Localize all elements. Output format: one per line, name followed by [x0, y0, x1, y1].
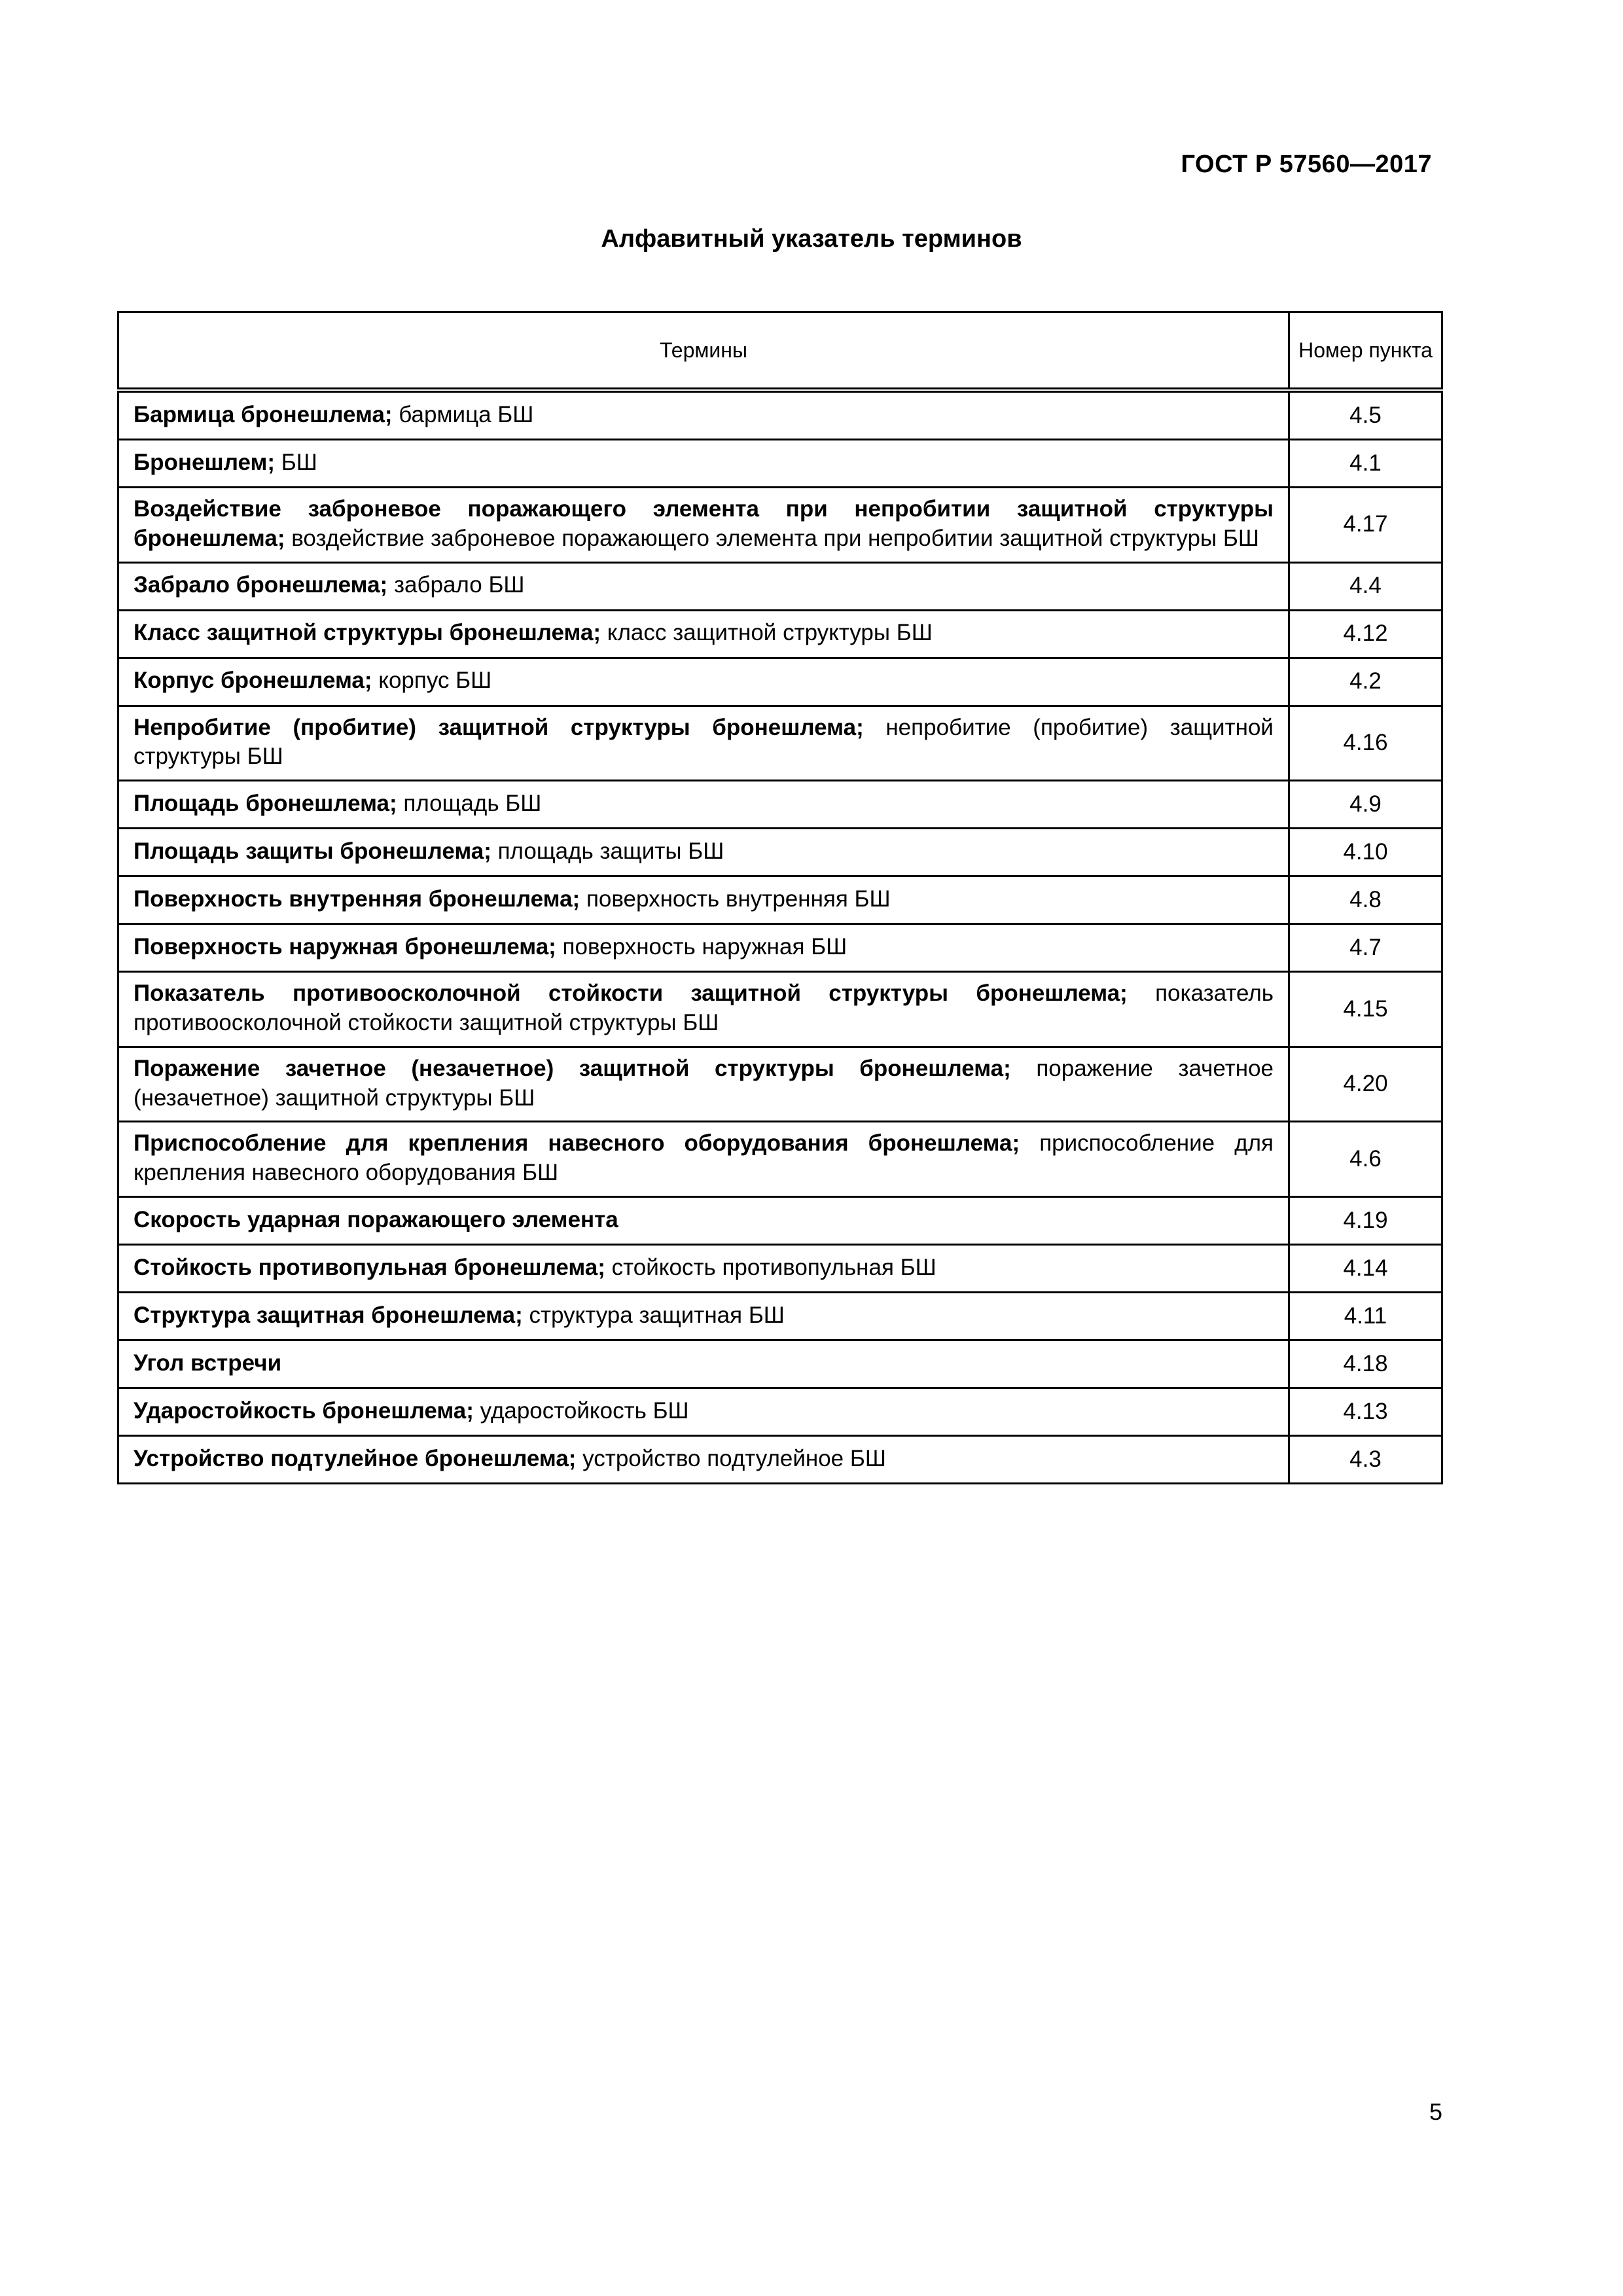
column-header-number: Номер пункта — [1289, 312, 1442, 391]
term-short-form: площадь защиты БШ — [491, 838, 724, 864]
term-name: Забрало бронешлема; — [134, 572, 388, 598]
term-short-form: корпус БШ — [372, 668, 492, 694]
term-cell — [118, 1292, 1289, 1340]
term-short-form: БШ — [275, 449, 317, 475]
term-short-form: непробитие (пробитие) защитной структуры БШ — [134, 714, 1274, 770]
clause-number-cell: 4.5 — [1289, 390, 1442, 440]
table-row — [118, 1388, 1442, 1435]
table-row — [118, 706, 1442, 781]
term-short-form: поверхность наружная БШ — [556, 933, 847, 960]
clause-number-cell: 4.18 — [1289, 1340, 1442, 1388]
table-row — [118, 488, 1442, 563]
clause-number-cell: 4.17 — [1289, 488, 1442, 563]
clause-number-cell: 4.14 — [1289, 1244, 1442, 1292]
term-name: Класс защитной структуры бронешлема; — [134, 620, 601, 646]
term-name: Показатель противоосколочной стойкости защитной структуры бронешлема; — [134, 980, 1128, 1007]
clause-number-cell: 4.7 — [1289, 924, 1442, 972]
term-cell — [118, 1196, 1289, 1244]
term-short-form: бармица БШ — [392, 401, 534, 427]
term-cell — [118, 440, 1289, 488]
table-row — [118, 1244, 1442, 1292]
term-short-form: устройство подтулейное БШ — [576, 1445, 886, 1471]
clause-number-cell: 4.2 — [1289, 658, 1442, 706]
table-body — [118, 390, 1442, 1483]
term-name: Поверхность наружная бронешлема; — [134, 933, 556, 960]
term-cell — [118, 924, 1289, 972]
table-row — [118, 1340, 1442, 1388]
term-short-form: забрало БШ — [387, 572, 525, 598]
column-header-terms: Термины — [118, 312, 1289, 391]
table-row — [118, 829, 1442, 876]
term-cell — [118, 876, 1289, 924]
term-cell — [118, 706, 1289, 781]
term-name: Корпус бронешлема; — [134, 668, 372, 694]
page-title: Алфавитный указатель терминов — [601, 225, 1022, 253]
table-row — [118, 1047, 1442, 1122]
term-name: Стойкость противопульная бронешлема; — [134, 1254, 605, 1280]
table-row — [118, 440, 1442, 488]
page-number: 5 — [1429, 2098, 1442, 2125]
term-name: Ударостойкость бронешлема; — [134, 1397, 474, 1424]
term-cell — [118, 610, 1289, 658]
clause-number-cell: 4.20 — [1289, 1047, 1442, 1122]
term-name: Приспособление для крепления навесного оборудования бронешлема; — [134, 1130, 1020, 1157]
term-name: Непробитие (пробитие) защитной структуры бронешлема; — [134, 714, 864, 740]
term-cell — [118, 1388, 1289, 1435]
term-cell — [118, 562, 1289, 610]
table-row — [118, 658, 1442, 706]
term-cell — [118, 390, 1289, 440]
term-cell — [118, 829, 1289, 876]
clause-number-cell: 4.13 — [1289, 1388, 1442, 1435]
table-row — [118, 781, 1442, 829]
term-short-form: показатель противоосколочной стойкости защитной структуры БШ — [134, 980, 1274, 1035]
table-row — [118, 924, 1442, 972]
term-cell — [118, 1340, 1289, 1388]
clause-number-cell: 4.19 — [1289, 1196, 1442, 1244]
term-cell — [118, 1435, 1289, 1483]
table-row — [118, 1292, 1442, 1340]
term-cell — [118, 1244, 1289, 1292]
term-name: Бармица бронешлема; — [134, 401, 393, 427]
term-short-form: поверхность внутренняя БШ — [580, 886, 891, 912]
term-short-form: класс защитной структуры БШ — [601, 620, 933, 646]
term-name: Скорость ударная поражающего элемента — [134, 1206, 618, 1232]
clause-number-cell: 4.6 — [1289, 1122, 1442, 1197]
term-short-form: структура защитная БШ — [522, 1302, 785, 1328]
term-cell — [118, 1122, 1289, 1197]
term-short-form: поражение зачетное (незачетное) защитной структуры БШ — [134, 1055, 1274, 1111]
term-cell — [118, 972, 1289, 1047]
term-cell — [118, 658, 1289, 706]
term-cell — [118, 1047, 1289, 1122]
clause-number-cell: 4.1 — [1289, 440, 1442, 488]
table-row — [118, 562, 1442, 610]
clause-number-cell: 4.11 — [1289, 1292, 1442, 1340]
term-name: Воздействие заброневое поражающего элемента при непробитии защитной структуры бронешлема; — [134, 496, 1274, 551]
clause-number-cell: 4.16 — [1289, 706, 1442, 781]
term-name: Поверхность внутренняя бронешлема; — [134, 886, 580, 912]
term-short-form: ударостойкость БШ — [473, 1397, 689, 1424]
term-name: Площадь защиты бронешлема; — [134, 838, 491, 864]
clause-number-cell: 4.8 — [1289, 876, 1442, 924]
clause-number-cell: 4.12 — [1289, 610, 1442, 658]
table-row — [118, 972, 1442, 1047]
terms-index-table — [117, 311, 1443, 1484]
term-short-form: стойкость противопульная БШ — [605, 1254, 936, 1280]
term-name: Бронешлем; — [134, 449, 276, 475]
clause-number-cell: 4.9 — [1289, 781, 1442, 829]
table-header — [118, 312, 1442, 391]
term-cell — [118, 781, 1289, 829]
clause-number-cell: 4.4 — [1289, 562, 1442, 610]
term-name: Структура защитная бронешлема; — [134, 1302, 523, 1328]
clause-number-cell: 4.10 — [1289, 829, 1442, 876]
table-row — [118, 390, 1442, 440]
table-row — [118, 1196, 1442, 1244]
term-name: Угол встречи — [134, 1350, 282, 1376]
term-short-form: площадь БШ — [397, 790, 542, 816]
term-short-form: воздействие заброневое поражающего элемента при непробитии защитной структуры БШ — [285, 525, 1259, 551]
clause-number-cell: 4.3 — [1289, 1435, 1442, 1483]
table-row — [118, 610, 1442, 658]
clause-number-cell: 4.15 — [1289, 972, 1442, 1047]
table-row — [118, 1435, 1442, 1483]
term-name: Площадь бронешлема; — [134, 790, 397, 816]
document-code: ГОСТ Р 57560—2017 — [1181, 151, 1432, 178]
table-row — [118, 876, 1442, 924]
table-row — [118, 1122, 1442, 1197]
term-name: Устройство подтулейное бронешлема; — [134, 1445, 577, 1471]
table-header-row — [118, 312, 1442, 391]
term-short-form: приспособление для крепления навесного оборудования БШ — [134, 1130, 1274, 1186]
term-name: Поражение зачетное (незачетное) защитной структуры бронешлема; — [134, 1055, 1011, 1081]
term-cell — [118, 488, 1289, 563]
